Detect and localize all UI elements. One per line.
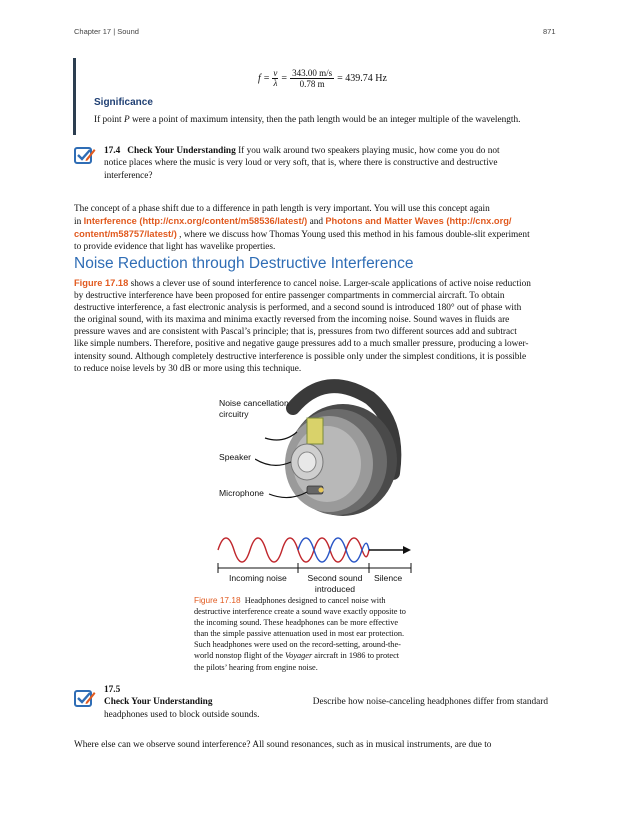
checkbox-pencil-icon <box>74 145 96 170</box>
para-noise: Figure 17.18 shows a clever use of sound interference to cancel noise. Larger-scale applications of active noise reduction by destructive interference have been proposed for entire passenger compartments in commercial aircraft. To obtain destructive interference, a fast electronic analysis is performed, and a second sound is introduced 180° out of phase with the original sound, with its maxima and minima exactly reversed from the incoming noise. Sound waves in fluids are pressure waves and are consistent with Pascal’s principle; that is, pressures from two different sources add and subtract like simple numbers. Therefore, positive and negative gauge pressures add to a much smaller pressure, producing a lower- intensity sound. Although completely destructive interference is possible only under the simplest conditions, it is possible to reduce noise levels by 30 dB or more using this technique. <box>74 278 531 374</box>
label-incoming-noise: Incoming noise <box>229 573 287 583</box>
eq-fraction-2 <box>290 68 334 89</box>
label-noise-cancellation: Noise cancellation circuitry <box>219 398 289 419</box>
eq-sign-1: = <box>263 73 270 84</box>
eq-v: v <box>273 68 278 78</box>
silence-arrow-head <box>403 546 411 554</box>
caption-number: Figure 17.18 <box>194 595 241 605</box>
link-photons-a[interactable]: Photons and Matter Waves (http://cnx.org/ <box>325 216 512 227</box>
eq-numerator: 343.00 m/s <box>292 68 333 78</box>
link-photons-b[interactable]: content/m58757/latest/) <box>74 229 177 240</box>
eq-lambda: λ <box>273 78 278 88</box>
eq-result: = 439.74 Hz <box>337 73 387 84</box>
section-bar <box>73 58 76 135</box>
equation <box>258 68 387 89</box>
leader-lines <box>255 410 315 506</box>
para-final: Where else can we observe sound interference? All sound resonances, such as in musical instruments, are due to <box>74 740 492 750</box>
eq-fraction-1 <box>272 69 278 88</box>
label-second-sound: Second sound introduced <box>307 573 363 594</box>
check-17-5: 17.5 Check Your Understanding Describe how noise-canceling headphones differ from standard headphones used to block outside sounds. <box>104 685 548 720</box>
leader-speaker-line <box>255 459 291 465</box>
check-17-4-number: 17.4 <box>104 146 121 156</box>
eq-sign-2: = <box>281 73 288 84</box>
eq-f: f <box>258 73 261 84</box>
label-silence: Silence <box>374 573 403 583</box>
para-phase: The concept of a phase shift due to a difference in path length is very important. You will use this concept again in Interference (http://cnx.org/content/m58536/latest/) and Photons and Matter Waves (http://cnx.org/ content/m58757/latest/) , where we discuss how Thomas Young used this method in his famous double-slit experiment to provide evidence that light has wavelike properties. <box>74 204 530 253</box>
check-17-4-title: Check Your Understanding <box>127 146 236 156</box>
figure-caption: Figure 17.18 Headphones designed to cancel noise with destructive interference create a sound wave exactly opposite to the incoming sound. These headphones can be more effective than the simple passive attenuation used in most ear protection. Such headphones were used on the record-setting, around-the- world nonstop flight of the Voyager aircraft in 1986 to protect the pilots’ hearing from engine noise. <box>194 595 406 672</box>
leader-microphone-line <box>269 492 307 498</box>
chapter-header: Chapter 17 | Sound <box>74 27 139 36</box>
leader-noise-line <box>265 432 297 440</box>
check-17-5-title: Check Your Understanding <box>104 697 213 708</box>
figure-ref-link[interactable]: Figure 17.18 <box>74 278 129 288</box>
significance-heading: Significance <box>94 97 153 108</box>
check-17-5-number: 17.5 <box>104 685 121 695</box>
section-title: Noise Reduction through Destructive Interference <box>74 255 414 272</box>
eq-denominator: 0.78 m <box>299 79 325 89</box>
significance-text: If point P were a point of maximum intensity, then the path length would be an integer multiple of the wavelength. <box>94 115 521 125</box>
link-interference[interactable]: Interference (http://cnx.org/content/m58536/latest/) <box>83 216 308 227</box>
label-microphone: Microphone <box>219 488 264 498</box>
label-speaker: Speaker <box>219 452 252 462</box>
checkbox-pencil-icon-2 <box>74 688 96 713</box>
check-17-4: 17.4 Check Your Understanding If you walk around two speakers playing music, how come you do not notice places where the music is very loud or very soft, that is, where there is constructive and destructive interference? <box>104 146 500 181</box>
page-number: 871 <box>543 27 556 36</box>
